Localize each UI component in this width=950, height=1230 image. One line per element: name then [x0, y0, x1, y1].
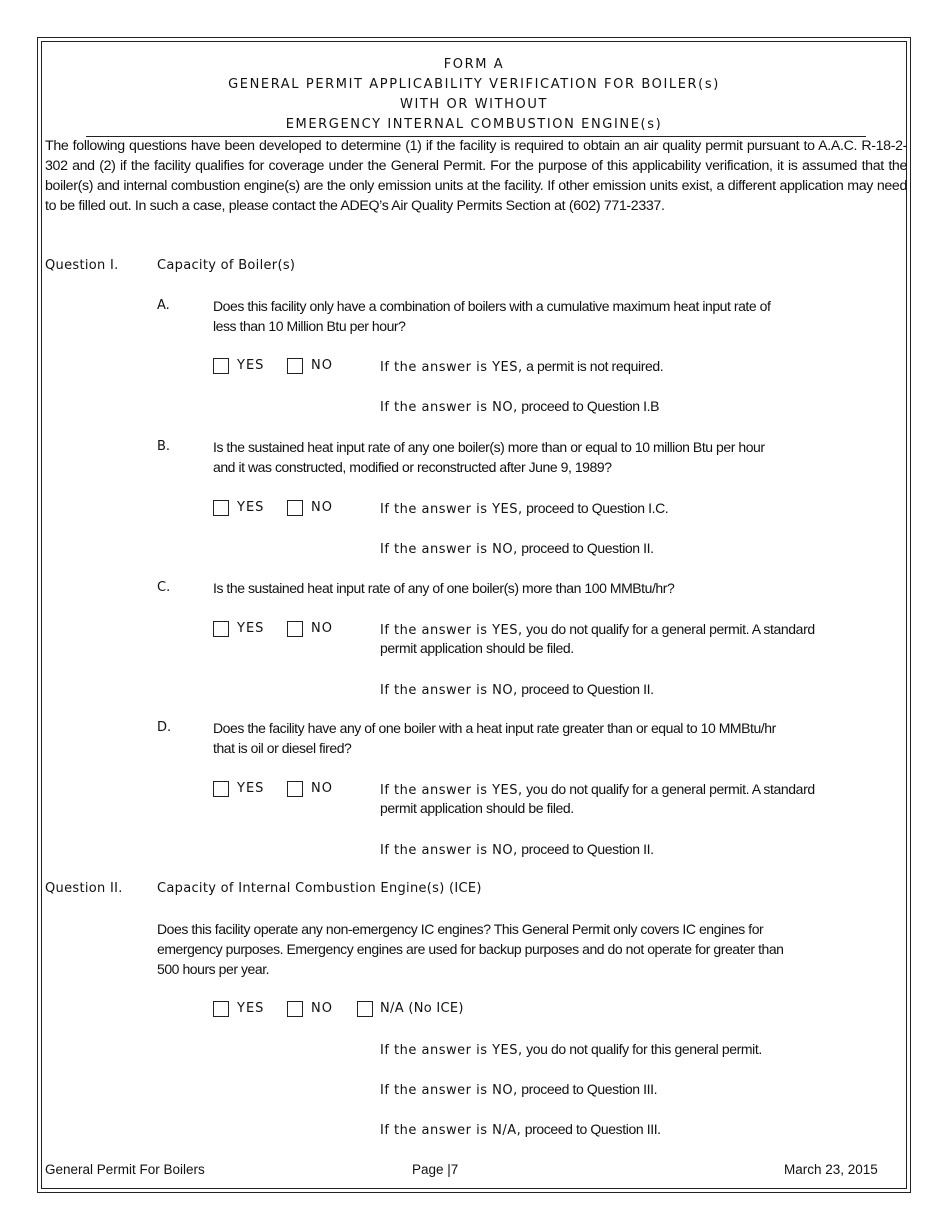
question-1c-yes-checkbox[interactable]	[213, 621, 229, 637]
question-1d-text-line2: that is oil or diesel fired?	[213, 740, 352, 756]
question-1d-text-line1: Does the facility have any of one boiler with a heat input rate greater than or equal to 10 MMBtu/hr	[213, 720, 776, 736]
form-subtitle-2: WITH OR WITHOUT	[399, 97, 549, 112]
question-2-yes-label: YES	[237, 1001, 265, 1016]
question-1b-yes-label: YES	[237, 500, 265, 515]
question-1d-yes-instruction-line2: permit application should be filed.	[380, 800, 574, 816]
question-1c-yes-instruction: If the answer is YES, you do not qualify for a general permit. A standard	[380, 621, 815, 638]
question-1d-yes-label: YES	[237, 781, 265, 796]
question-1a-yes-label: YES	[237, 358, 265, 373]
question-1c-yes-instruction-line2: permit application should be filed.	[380, 640, 574, 656]
question-2-no-instruction: If the answer is NO, proceed to Question III.	[380, 1081, 658, 1098]
question-1a-no-label: NO	[311, 358, 333, 373]
question-1c-text-line1: Is the sustained heat input rate of any of one boiler(s) more than 100 MMBtu/hr?	[213, 580, 675, 596]
question-1d-yes-checkbox[interactable]	[213, 781, 229, 797]
question-1b-no-instruction: If the answer is NO, proceed to Question II.	[380, 540, 654, 557]
question-1c-no-instruction: If the answer is NO, proceed to Question II.	[380, 681, 654, 698]
question-1b-yes-instruction: If the answer is YES, proceed to Question I.C.	[380, 500, 669, 517]
question-1b-text-line1: Is the sustained heat input rate of any one boiler(s) more than or equal to 10 million Btu per hour	[213, 439, 765, 455]
footer-page-number: Page |7	[412, 1162, 459, 1177]
question-1b-text-line2: and it was constructed, modified or reconstructed after June 9, 1989?	[213, 459, 612, 475]
question-1b-no-checkbox[interactable]	[287, 500, 303, 516]
question-2-label: Question II.	[45, 881, 123, 896]
question-1a-text-line2: less than 10 Million Btu per hour?	[213, 318, 406, 334]
footer-date: March 23, 2015	[784, 1162, 878, 1177]
question-2-na-label: N/A (No ICE)	[380, 1001, 464, 1016]
question-1a-yes-instruction: If the answer is YES, a permit is not required.	[380, 358, 664, 375]
question-1c-no-label: NO	[311, 621, 333, 636]
form-title: FORM A	[443, 57, 505, 72]
question-1a-text-line1: Does this facility only have a combination of boilers with a cumulative maximum heat input rate of	[213, 298, 771, 314]
question-2-na-checkbox[interactable]	[357, 1001, 373, 1017]
question-1d-no-label: NO	[311, 781, 333, 796]
question-2-text-line1: Does this facility operate any non-emergency IC engines? This General Permit only covers IC engines for	[157, 921, 764, 937]
question-2-no-checkbox[interactable]	[287, 1001, 303, 1017]
question-1d-letter: D.	[157, 720, 172, 735]
question-2-no-label: NO	[311, 1001, 333, 1016]
question-1b-no-label: NO	[311, 500, 333, 515]
question-1a-no-instruction: If the answer is NO, proceed to Question I.B	[380, 398, 660, 415]
question-1a-yes-checkbox[interactable]	[213, 358, 229, 374]
question-2-text-line2: emergency purposes. Emergency engines are used for backup purposes and do not operate for greater than	[157, 941, 784, 957]
question-2-text-line3: 500 hours per year.	[157, 961, 270, 977]
question-1b-letter: B.	[157, 439, 171, 454]
question-2-yes-checkbox[interactable]	[213, 1001, 229, 1017]
question-1b-yes-checkbox[interactable]	[213, 500, 229, 516]
question-1c-yes-label: YES	[237, 621, 265, 636]
question-1d-yes-instruction: If the answer is YES, you do not qualify for a general permit. A standard	[380, 781, 815, 798]
question-1-label: Question I.	[45, 258, 119, 273]
intro-paragraph: The following questions have been developed to determine (1) if the facility is required to obtain an air quality permit pursuant to A.A.C. R-18-2-302 and (2) if the facility qualifies for coverage under the General Permit. For the purpose of this applicability verification, it is assumed that the boiler(s) and internal combustion engine(s) are the only emission units at the facility. If other emission units exist, a different application may need to be filled out. In such a case, please contact the ADEQ’s Air Quality Permits Section at (602) 771-2337.	[45, 138, 907, 214]
question-1a-no-checkbox[interactable]	[287, 358, 303, 374]
question-1c-letter: C.	[157, 580, 171, 595]
question-2-na-instruction: If the answer is N/A, proceed to Question III.	[380, 1121, 661, 1138]
question-1d-no-instruction: If the answer is NO, proceed to Question II.	[380, 841, 654, 858]
footer-title: General Permit For Boilers	[45, 1162, 205, 1177]
question-1c-no-checkbox[interactable]	[287, 621, 303, 637]
question-2-yes-instruction: If the answer is YES, you do not qualify for this general permit.	[380, 1041, 762, 1058]
question-1a-letter: A.	[157, 298, 170, 313]
form-subtitle: GENERAL PERMIT APPLICABILITY VERIFICATION FOR BOILER(s)	[228, 77, 720, 92]
form-subtitle-3: EMERGENCY INTERNAL COMBUSTION ENGINE(s)	[285, 117, 663, 132]
question-1d-no-checkbox[interactable]	[287, 781, 303, 797]
question-2-title: Capacity of Internal Combustion Engine(s) (ICE)	[157, 881, 482, 896]
question-1-title: Capacity of Boiler(s)	[157, 258, 296, 273]
